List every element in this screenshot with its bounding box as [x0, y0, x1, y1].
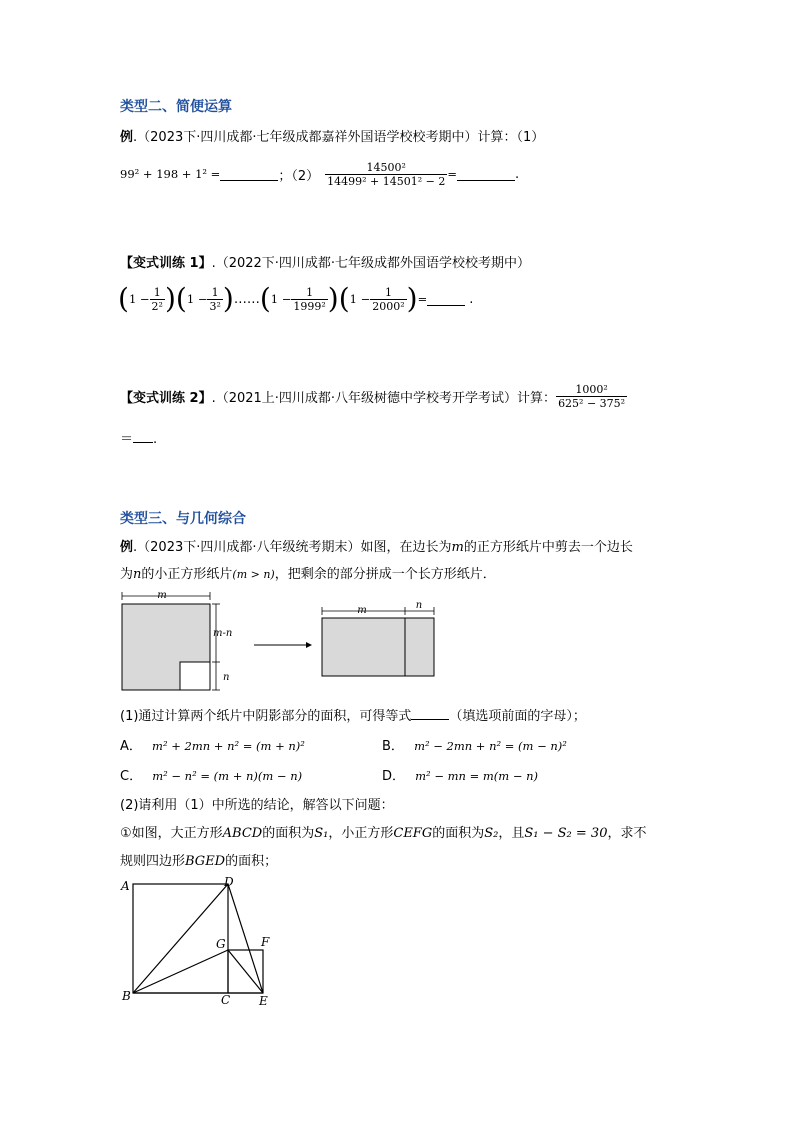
- dim-n-label-2: n: [415, 600, 423, 611]
- product-fraction: $\frac{1}{\text{3²}}$: [209, 285, 221, 313]
- point-a-label: A: [121, 879, 130, 893]
- point-g-label: G: [216, 937, 226, 951]
- option-c: C． m² − n² = (m + n)(m − n): [120, 769, 303, 784]
- answer-blank-5: [411, 707, 449, 720]
- example-label: 例: [120, 130, 134, 145]
- variant-2-answer: ＝ .: [120, 432, 158, 447]
- dim-n-label: n: [223, 672, 230, 683]
- variant-2-fraction: $\frac{\text{1000²}}{\text{625² − 375²}}$: [558, 382, 626, 410]
- point-d-label: D: [224, 875, 234, 889]
- product-fraction: $\frac{1}{\text{1999²}}$: [293, 285, 326, 313]
- variant-1-product: ( 1 − $\frac{1}{\text{2²}}$ ) ( 1 − $\frac{1}{\text{3²}}$ ) …… ( 1 − $\frac{1}{\text{1999²}}$ ) ( 1 − $\frac{1}{\text{2000²}}$ ) = .: [118, 282, 474, 315]
- question-1: (1)通过计算两个纸片中阴影部分的面积，可得等式 （填选项前面的字母）；: [120, 709, 586, 724]
- option-a: A． m² + 2mn + n² = (m + n)²: [120, 739, 305, 754]
- expr-1: 99² + 198 + 1² =: [120, 167, 221, 181]
- variant-1-source: [120, 252, 530, 271]
- dim-mn-label: m-n: [213, 628, 233, 639]
- variant-1-source-text: .（2022下·四川成都·七年级成都外国语学校校考期中）: [211, 256, 531, 271]
- answer-blank-3: [427, 293, 465, 306]
- example-source-text: .（2023下·四川成都·七年级成都嘉祥外国语学校校考期中）计算：（1）: [133, 130, 545, 145]
- point-b-label: B: [122, 989, 131, 1003]
- paper-cut-figure: [112, 586, 442, 696]
- question-2: (2)请利用（1）中所选的结论，解答以下问题：: [120, 798, 394, 813]
- fraction-numerator: 14500²: [366, 160, 406, 174]
- section-heading-3: 类型三、与几何综合: [120, 511, 246, 527]
- answer-blank-2: [457, 168, 515, 181]
- variant-2-label: 【变式训练 2】: [120, 390, 212, 406]
- ellipsis: ……: [233, 291, 260, 307]
- fraction-denominator: 14499² + 14501² − 2: [327, 174, 446, 188]
- answer-blank-1: [220, 168, 278, 181]
- equals-sign: =: [447, 167, 457, 181]
- period: .: [514, 166, 520, 182]
- example-2-expressions: [120, 154, 519, 194]
- geometry-figure: [116, 874, 286, 1008]
- variant-2-source-text: .（2021上·四川成都·八年级树德中学校考开学考试）计算：: [211, 390, 557, 406]
- example-2-source: [120, 126, 544, 145]
- example-3-line-2: 为n的小正方形纸片(m > n)，把剩余的部分拼成一个长方形纸片．: [120, 567, 496, 582]
- answer-blank-4: [133, 430, 153, 443]
- variant-1-label: 【变式训练 1】: [120, 256, 212, 271]
- question-2-1-line-2: 规则四边形BGED的面积；: [120, 854, 278, 869]
- question-2-1-line-1: ①如图，大正方形ABCD的面积为S₁，小正方形CEFG的面积为S₂，且S₁ − S₂ = 30，求不: [120, 826, 647, 841]
- option-b: B． m² − 2mn + n² = (m − n)²: [382, 739, 567, 754]
- dim-m-label: m: [157, 590, 167, 601]
- point-e-label: E: [259, 994, 268, 1008]
- fraction-2: [325, 161, 447, 188]
- option-d: D． m² − mn = m(m − n): [382, 769, 539, 784]
- product-fraction: $\frac{1}{\text{2000²}}$: [372, 285, 405, 313]
- section-heading-2: 类型二、简便运算: [120, 99, 232, 115]
- variant-2-line: [120, 378, 627, 414]
- separator-text: ；（2）: [278, 168, 320, 184]
- product-fraction: $\frac{1}{\text{2²}}$: [151, 285, 163, 313]
- point-c-label: C: [221, 993, 231, 1007]
- equals-sign: =: [417, 292, 428, 306]
- point-f-label: F: [261, 935, 270, 949]
- example-3-line-1: 例.（2023下·四川成都·八年级统考期末）如图，在边长为m的正方形纸片中剪去一个边长: [120, 540, 633, 555]
- dim-m-label-2: m: [357, 605, 367, 616]
